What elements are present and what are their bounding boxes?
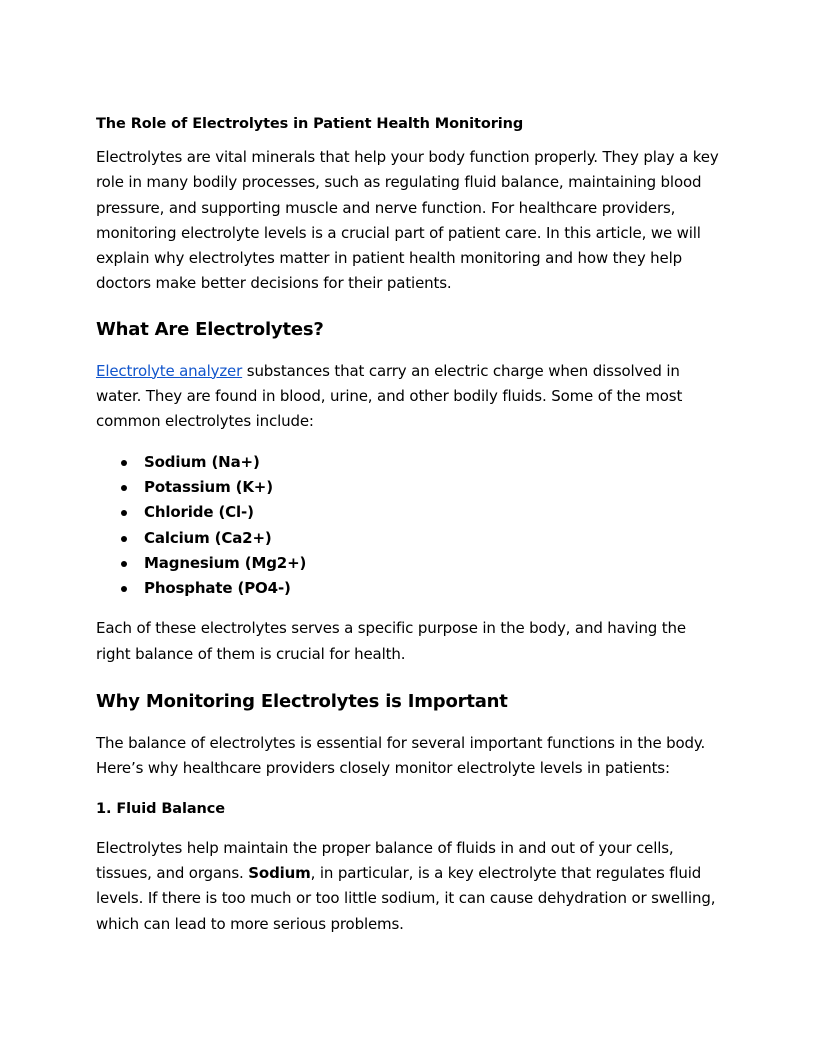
list-item-label: Calcium (Ca2+) bbox=[144, 528, 272, 547]
bullet-icon bbox=[121, 460, 127, 466]
electrolyte-list bbox=[96, 450, 720, 602]
list-item-sodium bbox=[96, 450, 720, 475]
bullet-icon bbox=[121, 510, 127, 516]
list-item-label: Potassium (K+) bbox=[144, 477, 273, 496]
bullet-icon bbox=[121, 561, 127, 567]
list-item-label: Sodium (Na+) bbox=[144, 452, 260, 471]
list-item-label: Magnesium (Mg2+) bbox=[144, 553, 307, 572]
electrolyte-analyzer-link[interactable]: Electrolyte analyzer bbox=[96, 361, 243, 380]
document-page bbox=[96, 114, 720, 937]
list-item-calcium bbox=[96, 526, 720, 551]
intro-paragraph: Electrolytes are vital minerals that help your body function properly. They play a key role in many bodily processes, such as regulating fluid balance, maintaining blood pressure, and supporting muscle and nerve function. For healthcare providers, monitoring electrolyte levels is a crucial part of patient care. In this article, we will explain why electrolytes matter in patient health monitoring and how they help doctors make better decisions for their patients. bbox=[96, 148, 719, 293]
what-paragraph-text: substances that carry an electric charge when dissolved in water. They are found in blood, urine, and other bodily fluids. Some of the most common electrolytes include: bbox=[96, 361, 683, 431]
list-item-magnesium bbox=[96, 551, 720, 576]
subheading-fluid-balance: 1. Fluid Balance bbox=[96, 800, 225, 817]
bullet-icon bbox=[121, 485, 127, 491]
document-title: The Role of Electrolytes in Patient Health Monitoring bbox=[96, 116, 524, 132]
list-item-phosphate bbox=[96, 576, 720, 601]
fluid-balance-paragraph bbox=[96, 836, 720, 937]
fluid-text-bold: Sodium bbox=[248, 863, 311, 882]
list-item-label: Phosphate (PO4-) bbox=[144, 579, 291, 598]
heading-why-monitoring: Why Monitoring Electrolytes is Important bbox=[96, 691, 508, 713]
why-paragraph: The balance of electrolytes is essential for several important functions in the body. Here’s why healthcare providers closely monitor electrolyte levels in patients: bbox=[96, 734, 706, 778]
list-item-potassium bbox=[96, 475, 720, 500]
list-item-label: Chloride (Cl-) bbox=[144, 503, 254, 522]
heading-what-are-electrolytes: What Are Electrolytes? bbox=[96, 318, 324, 340]
after-list-paragraph: Each of these electrolytes serves a specific purpose in the body, and having the right balance of them is crucial for health. bbox=[96, 619, 686, 663]
what-paragraph bbox=[96, 359, 720, 435]
bullet-icon bbox=[121, 536, 127, 542]
fluid-text-after: , in particular, is a key electrolyte that regulates fluid levels. If there is too much or too little sodium, it can cause dehydration or swelling, which can lead to more serious problems. bbox=[96, 863, 716, 933]
bullet-icon bbox=[121, 586, 127, 592]
list-item-chloride bbox=[96, 500, 720, 525]
fluid-text-before: Electrolytes help maintain the proper balance of fluids in and out of your cells, tissues, and organs. bbox=[96, 838, 674, 882]
